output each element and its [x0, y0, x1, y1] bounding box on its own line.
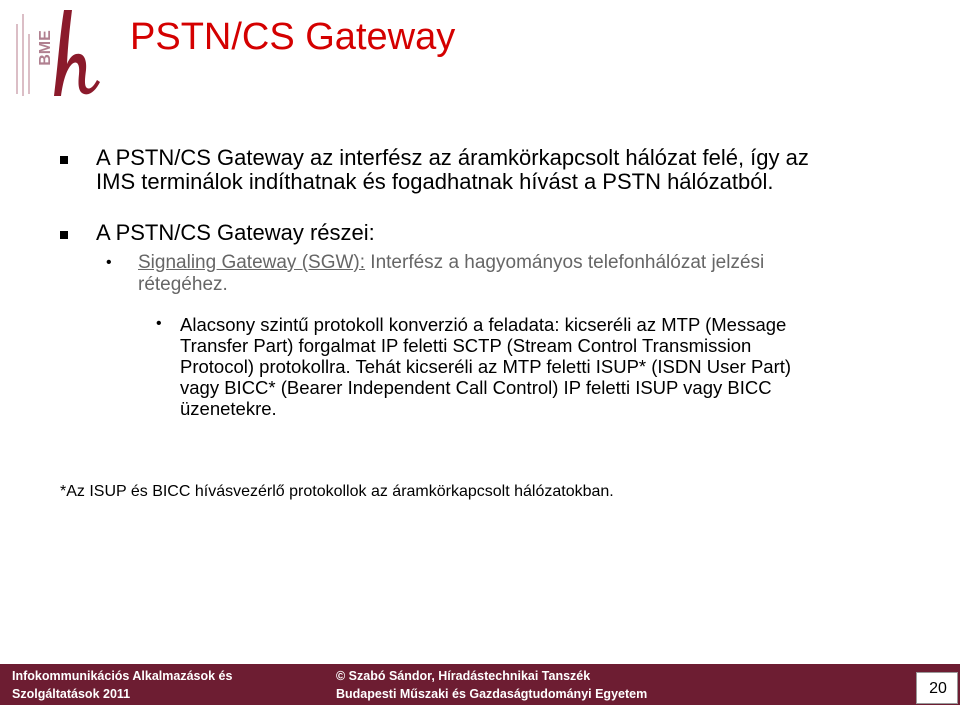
detail-text: [180, 314, 920, 419]
bullet-text: [96, 146, 916, 194]
footer-course-line2: Szolgáltatások 2011: [12, 687, 131, 701]
square-bullet-icon: [60, 231, 68, 239]
bullet-text: A PSTN/CS Gateway részei:: [96, 220, 375, 245]
logo-text: BME: [37, 30, 54, 66]
sub-bullet-text: [138, 252, 878, 296]
page-number-box: [916, 672, 958, 704]
footer-course-line1: Infokommunikációs Alkalmazások és: [12, 669, 233, 683]
footer-author-line1: © Szabó Sándor, Híradástechnikai Tanszék: [336, 669, 591, 683]
detail-line: Alacsony szintű protokoll konverzió a feladata: kicseréli az MTP (Message: [180, 314, 787, 335]
bme-logo: [14, 4, 106, 104]
term-description: Interfész a hagyományos telefonhálózat jelzési: [365, 252, 765, 273]
detail-line: üzenetekre.: [180, 398, 277, 419]
term-signaling-gateway: Signaling Gateway (SGW):: [138, 252, 366, 273]
square-bullet-icon: [60, 156, 68, 164]
detail-line: Transfer Part) forgalmat IP feletti SCTP (Stream Control Transmission: [180, 335, 752, 356]
footer-bar: [0, 664, 960, 705]
round-bullet-icon: •: [106, 254, 112, 271]
footnote: *Az ISUP és BICC hívásvezérlő protokollok az áramkörkapcsolt hálózatokban.: [60, 483, 614, 500]
bullet-line: IMS terminálok indíthatnak és fogadhatnak hívást a PSTN hálózatból.: [96, 169, 774, 194]
bullet-line: A PSTN/CS Gateway az interfész az áramkörkapcsolt hálózat felé, így az: [96, 145, 809, 170]
detail-line: vagy BICC* (Bearer Independent Call Control) IP feletti ISUP vagy BICC: [180, 377, 772, 398]
detail-line: Protocol) protokollra. Tehát kicseréli az MTP feletti ISUP* (ISDN User Part): [180, 356, 792, 377]
slide-title: PSTN/CS Gateway: [130, 16, 456, 58]
term-description-continued: rétegéhez.: [138, 274, 228, 295]
footer-author-line2: Budapesti Műszaki és Gazdaságtudományi Egyetem: [336, 687, 648, 701]
round-bullet-icon: •: [156, 315, 162, 332]
page-number: 20: [929, 680, 947, 697]
